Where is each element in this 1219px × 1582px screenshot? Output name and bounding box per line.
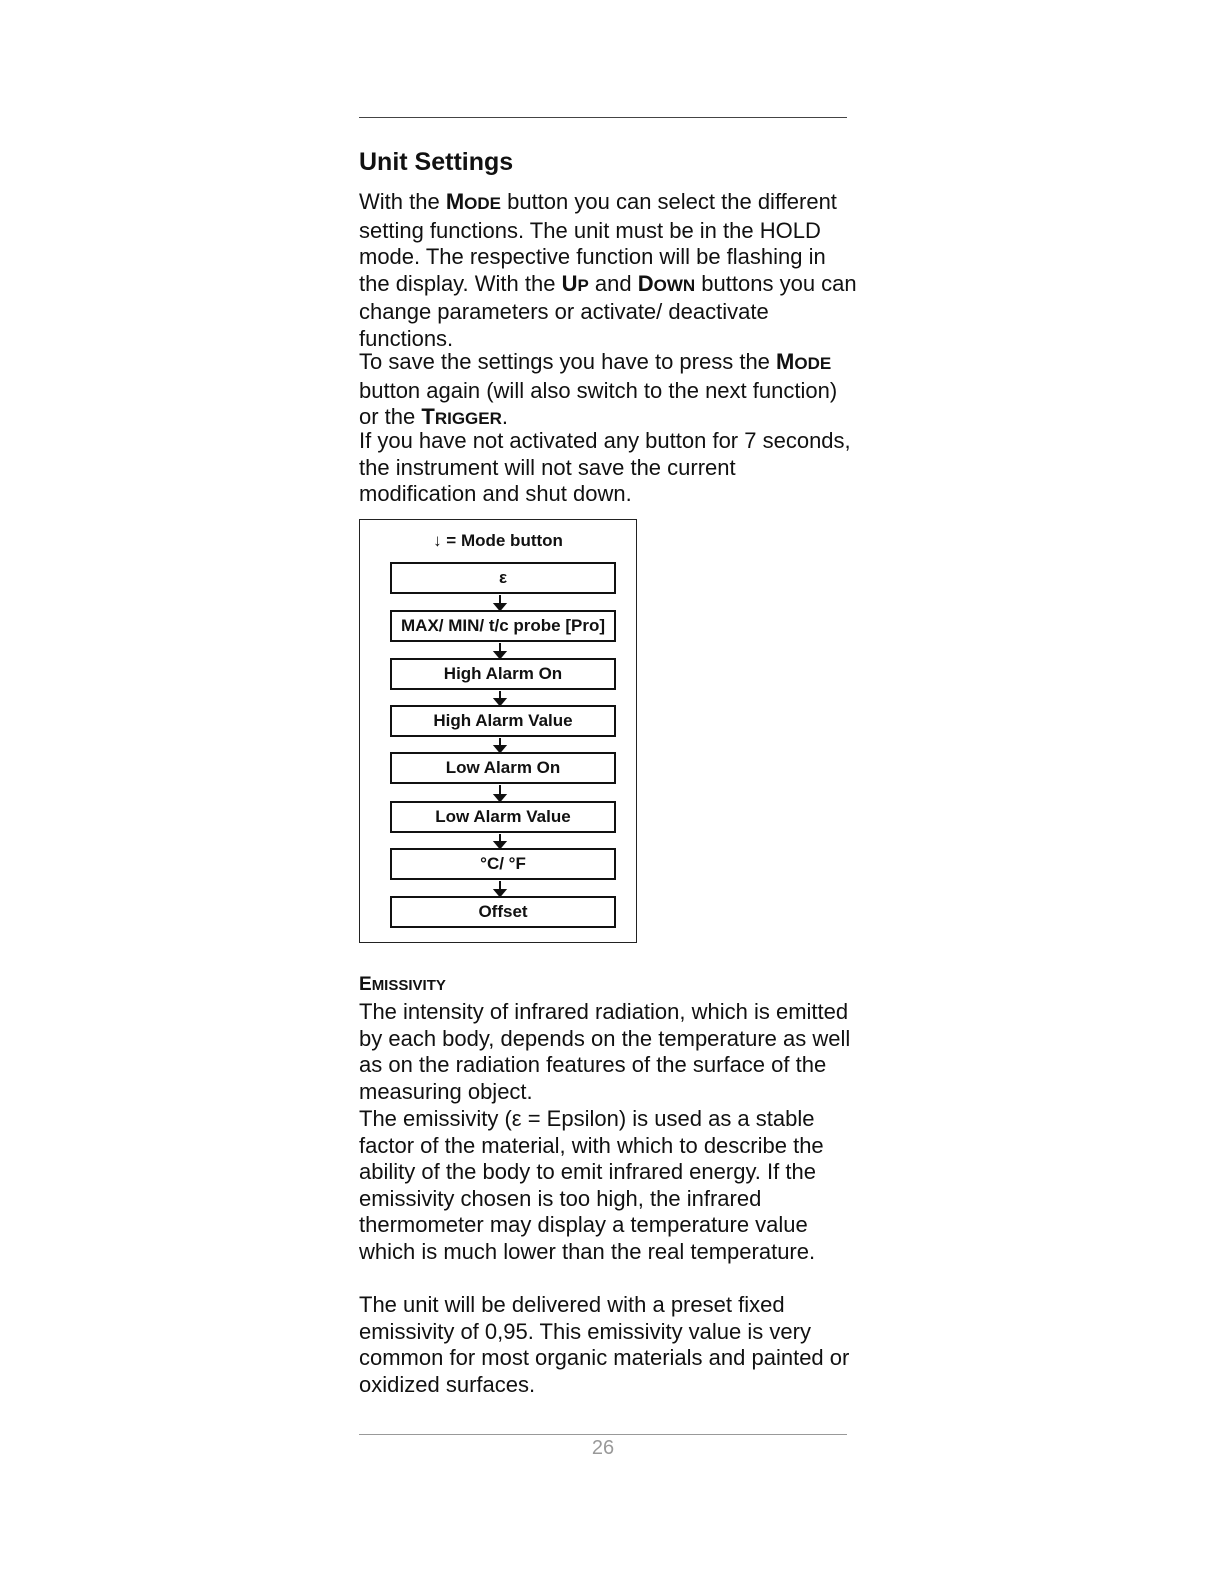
text-run: button you can select the different setting functions. The unit must be in the HOLD mode. The respective function will be flashing in the display. With the — [359, 189, 837, 296]
emissivity-paragraph-1: The intensity of infrared radiation, which is emitted by each body, depends on the temperature as well as on the radiation features of the surface of the measuring object. — [359, 999, 851, 1104]
header-rule — [359, 117, 847, 118]
flow-step-low-alarm-on: Low Alarm On — [390, 752, 616, 784]
flowchart-legend: ↓ = Mode button — [433, 531, 563, 550]
mode-keyword-first: M — [445, 189, 465, 214]
flow-step-unit: °C/ °F — [390, 848, 616, 880]
mode-keyword-first: M — [776, 349, 795, 374]
text-run: buttons you can change parameters or activate/ deactivate functions. — [359, 270, 857, 351]
mode-flowchart — [359, 519, 637, 943]
flow-step-high-alarm-on: High Alarm On — [390, 658, 616, 690]
mode-keyword-rest: ODE — [794, 354, 832, 373]
page-number: 26 — [591, 1437, 615, 1459]
text-run: button again (will also switch to the next function) or the — [359, 377, 838, 429]
section-heading: Unit Settings — [359, 148, 514, 176]
up-keyword-rest: P — [577, 275, 589, 295]
title-first-letter: E — [359, 974, 372, 995]
text-run: . — [501, 404, 509, 429]
emissivity-title — [359, 973, 446, 998]
flow-step-max-min: MAX/ MIN/ t/c probe [Pro] — [390, 610, 616, 642]
flow-step-high-alarm-value: High Alarm Value — [390, 705, 616, 737]
text-run: With the — [359, 189, 446, 214]
down-keyword-first: D — [637, 270, 654, 296]
text-run: To save the settings you have to press the — [359, 349, 777, 374]
trigger-keyword-rest: RIGGER — [434, 409, 502, 428]
intro-paragraph — [359, 189, 859, 352]
title-rest: MISSIVITY — [371, 977, 446, 994]
flow-step-low-alarm-value: Low Alarm Value — [390, 801, 616, 833]
save-paragraph — [359, 349, 859, 433]
emissivity-paragraph-2: The emissivity (ε = Epsilon) is used as a stable factor of the material, with which to describe the ability of the body to emit infrared energy. If the emissivity chosen is too high, the infrared thermometer may display a temperature value which is much lower than the real temperature. — [359, 1106, 824, 1264]
timeout-paragraph: If you have not activated any button for 7 seconds, the instrument will not save the current modification and shut down. — [359, 428, 851, 506]
trigger-keyword-first: T — [421, 404, 435, 429]
flow-step-epsilon: ε — [390, 562, 616, 594]
emissivity-paragraph-3: The unit will be delivered with a preset fixed emissivity of 0,95. This emissivity value is very common for most organic materials and painted or oxidized surfaces. — [359, 1292, 850, 1397]
footer-rule — [359, 1434, 847, 1435]
text-run: and — [588, 270, 638, 296]
up-keyword-first: U — [561, 270, 578, 296]
flow-step-offset: Offset — [390, 896, 616, 928]
mode-keyword-rest: ODE — [464, 194, 501, 213]
down-keyword-rest: OWN — [653, 275, 696, 295]
